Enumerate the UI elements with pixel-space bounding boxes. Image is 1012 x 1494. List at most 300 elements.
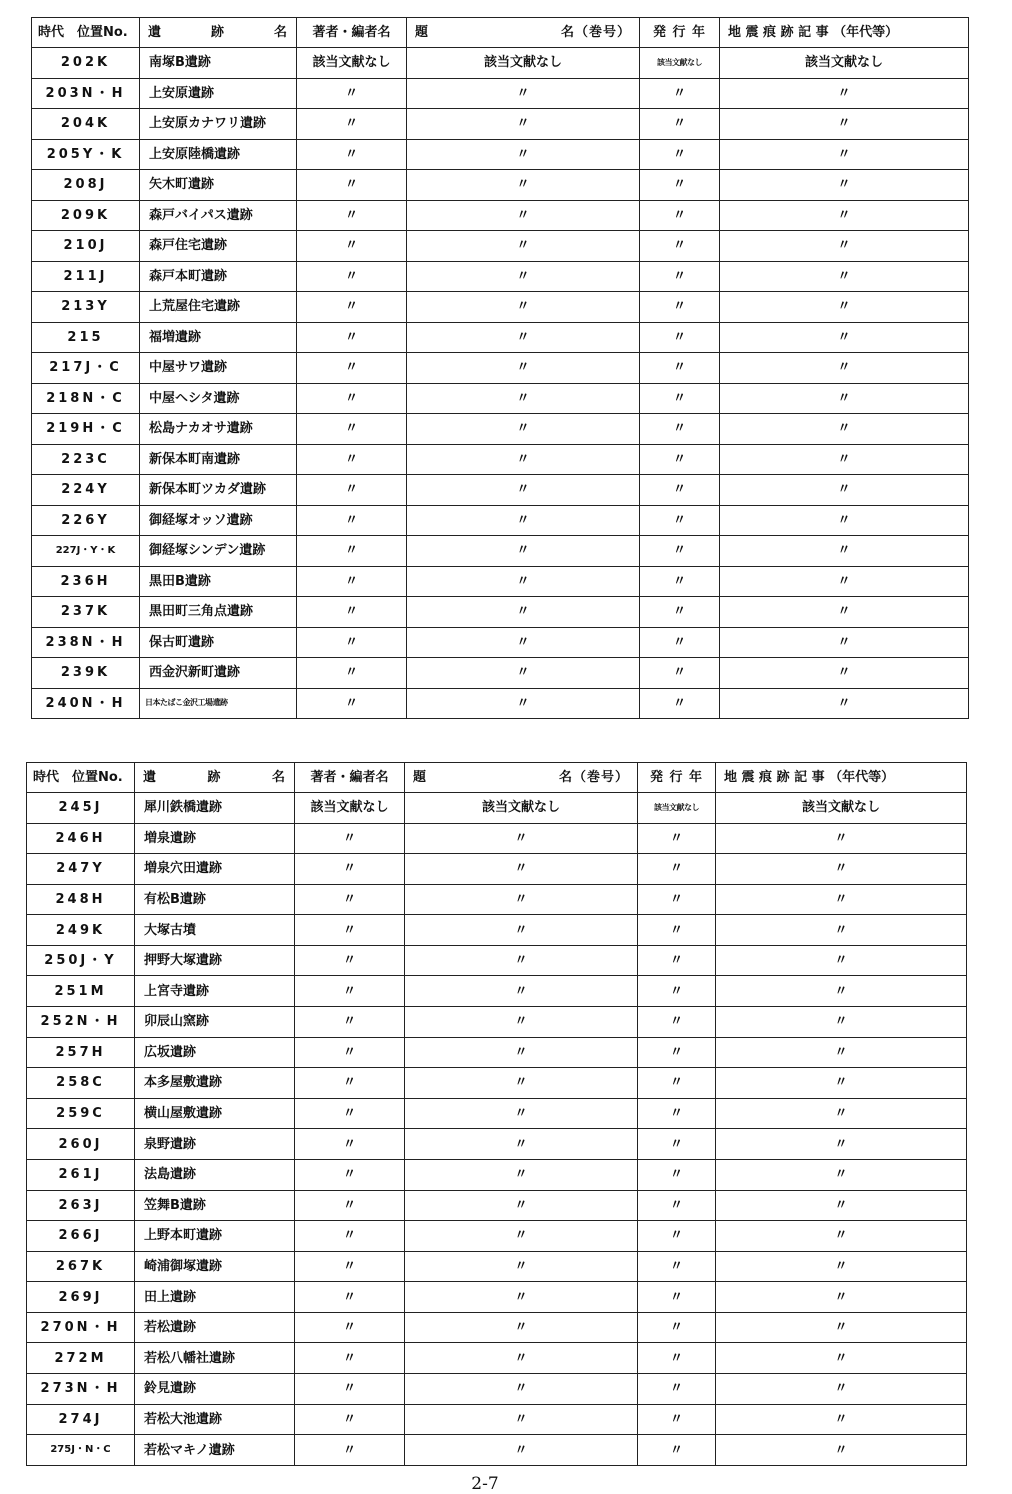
title-cell: 〃: [405, 1221, 638, 1252]
table-row: [32, 353, 969, 384]
title-cell: 〃: [405, 854, 638, 885]
author-cell: 〃: [295, 1221, 405, 1252]
title-cell: 〃: [405, 1343, 638, 1374]
publication-year-cell: 〃: [640, 231, 720, 262]
site-name-cell: 上宮寺遺跡: [135, 976, 295, 1007]
earthquake-record-cell: 〃: [720, 231, 969, 262]
title-cell: 〃: [405, 884, 638, 915]
author-cell: 〃: [297, 261, 407, 292]
title-cell: 〃: [407, 688, 640, 719]
site-name-cell: 森戸バイパス遺跡: [140, 200, 297, 231]
publication-year-cell: 〃: [640, 444, 720, 475]
earthquake-record-cell: 〃: [720, 292, 969, 323]
publication-year-cell: 〃: [638, 1251, 716, 1282]
table-row: [27, 976, 967, 1007]
publication-year-cell: 〃: [640, 627, 720, 658]
table-row: [32, 261, 969, 292]
site-name-cell: 上荒屋住宅遺跡: [140, 292, 297, 323]
publication-year-cell: 〃: [638, 854, 716, 885]
publication-year-cell: 〃: [638, 1404, 716, 1435]
table-row: [32, 231, 969, 262]
site-name-cell: 横山屋敷遺跡: [135, 1098, 295, 1129]
title-cell: 〃: [405, 1037, 638, 1068]
author-cell: 〃: [297, 688, 407, 719]
author-cell: 〃: [295, 1312, 405, 1343]
title-cell: 〃: [407, 383, 640, 414]
publication-year-cell: 該当文献なし: [640, 48, 720, 79]
earthquake-record-cell: 〃: [716, 1312, 967, 1343]
site-number-cell: 224Y: [32, 475, 140, 506]
author-cell: 〃: [297, 658, 407, 689]
publication-year-cell: 〃: [640, 292, 720, 323]
earthquake-record-cell: 〃: [716, 1343, 967, 1374]
site-number-cell: 258C: [27, 1068, 135, 1099]
site-number-cell: 270N・H: [27, 1312, 135, 1343]
publication-year-cell: 〃: [638, 945, 716, 976]
table-row: [27, 1190, 967, 1221]
header-title: 題 名（巻号）: [407, 18, 640, 48]
site-name-cell: 矢木町遺跡: [140, 170, 297, 201]
table-row: [27, 1037, 967, 1068]
site-number-cell: 239K: [32, 658, 140, 689]
author-cell: 〃: [297, 383, 407, 414]
author-cell: 〃: [295, 823, 405, 854]
table-row: [32, 444, 969, 475]
title-cell: 〃: [407, 231, 640, 262]
title-cell: 〃: [407, 78, 640, 109]
site-number-cell: 217J・C: [32, 353, 140, 384]
header-author: 著者・編者名: [297, 18, 407, 48]
table-row: [27, 1251, 967, 1282]
table-row: [27, 1129, 967, 1160]
title-cell: 〃: [407, 444, 640, 475]
site-number-cell: 202K: [32, 48, 140, 79]
author-cell: 〃: [295, 1282, 405, 1313]
author-cell: 〃: [295, 976, 405, 1007]
title-cell: 〃: [407, 627, 640, 658]
header-year: 発 行 年: [638, 763, 716, 793]
title-cell: 〃: [405, 1404, 638, 1435]
site-number-cell: 215: [32, 322, 140, 353]
author-cell: 〃: [297, 170, 407, 201]
publication-year-cell: 〃: [638, 1435, 716, 1466]
earthquake-record-cell: 〃: [720, 353, 969, 384]
earthquake-record-cell: 〃: [716, 1129, 967, 1160]
title-cell: 〃: [405, 1312, 638, 1343]
site-name-cell: 新保本町ツカダ遺跡: [140, 475, 297, 506]
table-row: [32, 292, 969, 323]
site-number-cell: 211J: [32, 261, 140, 292]
title-cell: 〃: [407, 597, 640, 628]
site-number-cell: 227J・Y・K: [32, 536, 140, 567]
publication-year-cell: 〃: [638, 1129, 716, 1160]
publication-year-cell: 〃: [640, 475, 720, 506]
title-cell: 〃: [405, 1098, 638, 1129]
earthquake-record-cell: 〃: [716, 945, 967, 976]
author-cell: 〃: [297, 566, 407, 597]
earthquake-record-cell: 〃: [716, 976, 967, 1007]
site-name-cell: 森戸本町遺跡: [140, 261, 297, 292]
author-cell: 〃: [295, 1251, 405, 1282]
earthquake-record-cell: 〃: [716, 1190, 967, 1221]
author-cell: 〃: [295, 945, 405, 976]
site-name-cell: 増泉穴田遺跡: [135, 854, 295, 885]
site-name-cell: 法島遺跡: [135, 1159, 295, 1190]
title-cell: 〃: [407, 475, 640, 506]
table-row: [27, 915, 967, 946]
author-cell: 〃: [295, 1343, 405, 1374]
author-cell: 〃: [295, 1068, 405, 1099]
table-row: [27, 884, 967, 915]
publication-year-cell: 〃: [638, 1037, 716, 1068]
table-row: [32, 48, 969, 79]
earthquake-record-cell: 〃: [716, 1404, 967, 1435]
site-name-cell: 若松大池遺跡: [135, 1404, 295, 1435]
site-name-cell: 鈴見遺跡: [135, 1373, 295, 1404]
header-period-position: 時代 位置No.: [27, 763, 135, 793]
table-row: [32, 78, 969, 109]
author-cell: 〃: [297, 444, 407, 475]
site-name-cell: 松島ナカオサ遺跡: [140, 414, 297, 445]
table-row: [32, 505, 969, 536]
table-row: [27, 1373, 967, 1404]
earthquake-record-cell: 〃: [716, 884, 967, 915]
publication-year-cell: 〃: [640, 353, 720, 384]
title-cell: 〃: [407, 536, 640, 567]
author-cell: 〃: [295, 1007, 405, 1038]
earthquake-record-cell: 〃: [716, 1221, 967, 1252]
earthquake-record-cell: 〃: [716, 1251, 967, 1282]
table-row: [32, 475, 969, 506]
site-name-cell: 保古町遺跡: [140, 627, 297, 658]
site-number-cell: 240N・H: [32, 688, 140, 719]
site-number-cell: 208J: [32, 170, 140, 201]
title-cell: 〃: [405, 1251, 638, 1282]
author-cell: 〃: [295, 1435, 405, 1466]
title-cell: 〃: [407, 292, 640, 323]
title-cell: 〃: [407, 109, 640, 140]
site-name-cell: 押野大塚遺跡: [135, 945, 295, 976]
earthquake-record-cell: 〃: [720, 383, 969, 414]
earthquake-record-cell: 該当文献なし: [720, 48, 969, 79]
site-name-cell: 上安原遺跡: [140, 78, 297, 109]
author-cell: 〃: [297, 109, 407, 140]
header-record: 地 震 痕 跡 記 事 （年代等）: [716, 763, 967, 793]
publication-year-cell: 〃: [638, 915, 716, 946]
earthquake-record-cell: 〃: [720, 444, 969, 475]
author-cell: 〃: [297, 139, 407, 170]
header-author: 著者・編者名: [295, 763, 405, 793]
site-number-cell: 237K: [32, 597, 140, 628]
table-row: [32, 109, 969, 140]
author-cell: 〃: [297, 597, 407, 628]
publication-year-cell: 〃: [640, 536, 720, 567]
site-name-cell: 田上遺跡: [135, 1282, 295, 1313]
title-cell: 〃: [405, 1129, 638, 1160]
site-number-cell: 204K: [32, 109, 140, 140]
title-cell: 〃: [407, 261, 640, 292]
author-cell: 〃: [297, 78, 407, 109]
earthquake-record-cell: 該当文献なし: [716, 793, 967, 824]
publication-year-cell: 〃: [638, 1312, 716, 1343]
site-name-cell: 御経塚シンデン遺跡: [140, 536, 297, 567]
earthquake-record-cell: 〃: [720, 78, 969, 109]
author-cell: 〃: [297, 536, 407, 567]
publication-year-cell: 〃: [640, 658, 720, 689]
earthquake-record-cell: 〃: [716, 1098, 967, 1129]
earthquake-record-cell: 〃: [716, 1068, 967, 1099]
site-number-cell: 218N・C: [32, 383, 140, 414]
author-cell: 〃: [295, 1404, 405, 1435]
earthquake-record-cell: 〃: [716, 1037, 967, 1068]
author-cell: 〃: [295, 915, 405, 946]
publication-year-cell: 〃: [640, 597, 720, 628]
table-body: [32, 48, 969, 719]
title-cell: 〃: [407, 505, 640, 536]
earthquake-record-cell: 〃: [716, 854, 967, 885]
title-cell: 〃: [405, 1435, 638, 1466]
publication-year-cell: 〃: [638, 1373, 716, 1404]
site-number-cell: 275J・N・C: [27, 1435, 135, 1466]
page-number: 2-7: [471, 1474, 499, 1494]
earthquake-record-cell: 〃: [720, 505, 969, 536]
table-row: [32, 200, 969, 231]
site-number-cell: 245J: [27, 793, 135, 824]
site-number-cell: 248H: [27, 884, 135, 915]
site-number-cell: 226Y: [32, 505, 140, 536]
author-cell: 〃: [295, 1159, 405, 1190]
author-cell: 該当文献なし: [295, 793, 405, 824]
author-cell: 〃: [295, 1129, 405, 1160]
publication-year-cell: 〃: [638, 1221, 716, 1252]
site-name-cell: 泉野遺跡: [135, 1129, 295, 1160]
earthquake-record-cell: 〃: [720, 139, 969, 170]
site-name-cell: 犀川鉄橋遺跡: [135, 793, 295, 824]
site-name-cell: 広坂遺跡: [135, 1037, 295, 1068]
site-number-cell: 259C: [27, 1098, 135, 1129]
publication-year-cell: 該当文献なし: [638, 793, 716, 824]
site-number-cell: 273N・H: [27, 1373, 135, 1404]
site-name-cell: 中屋サワ遺跡: [140, 353, 297, 384]
earthquake-record-cell: 〃: [716, 1435, 967, 1466]
publication-year-cell: 〃: [640, 505, 720, 536]
site-number-cell: 263J: [27, 1190, 135, 1221]
table-row: [27, 793, 967, 824]
site-number-cell: 203N・H: [32, 78, 140, 109]
table-row: [27, 1221, 967, 1252]
site-number-cell: 266J: [27, 1221, 135, 1252]
earthquake-record-cell: 〃: [720, 658, 969, 689]
publication-year-cell: 〃: [640, 200, 720, 231]
earthquake-record-cell: 〃: [720, 109, 969, 140]
publication-year-cell: 〃: [638, 823, 716, 854]
author-cell: 〃: [295, 1190, 405, 1221]
table-row: [32, 688, 969, 719]
table-row: [32, 322, 969, 353]
table-row: [32, 383, 969, 414]
title-cell: 〃: [405, 1159, 638, 1190]
author-cell: 〃: [297, 353, 407, 384]
table-row: [27, 1343, 967, 1374]
title-cell: 〃: [405, 1068, 638, 1099]
site-name-cell: 若松八幡社遺跡: [135, 1343, 295, 1374]
site-name-cell: 新保本町南遺跡: [140, 444, 297, 475]
earthquake-record-cell: 〃: [720, 322, 969, 353]
site-name-cell: 増泉遺跡: [135, 823, 295, 854]
author-cell: 〃: [297, 231, 407, 262]
earthquake-record-cell: 〃: [716, 1159, 967, 1190]
site-name-cell: 若松マキノ遺跡: [135, 1435, 295, 1466]
site-number-cell: 209K: [32, 200, 140, 231]
earthquake-record-cell: 〃: [720, 627, 969, 658]
publication-year-cell: 〃: [638, 976, 716, 1007]
author-cell: 〃: [297, 505, 407, 536]
site-name-cell: 若松遺跡: [135, 1312, 295, 1343]
author-cell: 〃: [297, 322, 407, 353]
site-number-cell: 210J: [32, 231, 140, 262]
earthquake-record-cell: 〃: [720, 475, 969, 506]
title-cell: 〃: [407, 353, 640, 384]
site-name-cell: 黒田町三角点遺跡: [140, 597, 297, 628]
table-row: [27, 1098, 967, 1129]
table-row: [32, 658, 969, 689]
table-row: [32, 170, 969, 201]
site-table-2: [26, 762, 967, 1466]
earthquake-record-cell: 〃: [720, 170, 969, 201]
site-number-cell: 261J: [27, 1159, 135, 1190]
publication-year-cell: 〃: [640, 383, 720, 414]
title-cell: 〃: [405, 945, 638, 976]
publication-year-cell: 〃: [638, 1098, 716, 1129]
publication-year-cell: 〃: [640, 170, 720, 201]
site-name-cell: 卯辰山窯跡: [135, 1007, 295, 1038]
author-cell: 〃: [297, 200, 407, 231]
publication-year-cell: 〃: [640, 322, 720, 353]
site-number-cell: 249K: [27, 915, 135, 946]
table-row: [27, 1404, 967, 1435]
publication-year-cell: 〃: [640, 688, 720, 719]
title-cell: 該当文献なし: [405, 793, 638, 824]
title-cell: 〃: [407, 322, 640, 353]
publication-year-cell: 〃: [640, 261, 720, 292]
earthquake-record-cell: 〃: [716, 1282, 967, 1313]
table-row: [27, 945, 967, 976]
title-cell: 〃: [405, 1373, 638, 1404]
author-cell: 〃: [297, 414, 407, 445]
site-number-cell: 236H: [32, 566, 140, 597]
author-cell: 〃: [297, 475, 407, 506]
site-number-cell: 257H: [27, 1037, 135, 1068]
earthquake-record-cell: 〃: [716, 1007, 967, 1038]
earthquake-record-cell: 〃: [720, 261, 969, 292]
header-site-name: 遺 跡 名: [140, 18, 297, 48]
site-number-cell: 246H: [27, 823, 135, 854]
earthquake-record-cell: 〃: [716, 915, 967, 946]
publication-year-cell: 〃: [638, 1159, 716, 1190]
header-title: 題 名（巻号）: [405, 763, 638, 793]
site-name-cell: 福増遺跡: [140, 322, 297, 353]
site-number-cell: 267K: [27, 1251, 135, 1282]
header-site-name: 遺 跡 名: [135, 763, 295, 793]
site-number-cell: 251M: [27, 976, 135, 1007]
publication-year-cell: 〃: [640, 139, 720, 170]
site-name-cell: 笠舞B遺跡: [135, 1190, 295, 1221]
table-row: [32, 597, 969, 628]
site-name-cell: 上安原陸橋遺跡: [140, 139, 297, 170]
site-name-cell: 崎浦御塚遺跡: [135, 1251, 295, 1282]
site-number-cell: 205Y・K: [32, 139, 140, 170]
publication-year-cell: 〃: [640, 78, 720, 109]
site-name-cell: 日本たばこ金沢工場遺跡: [140, 688, 297, 719]
site-name-cell: 中屋ヘシタ遺跡: [140, 383, 297, 414]
earthquake-record-cell: 〃: [720, 566, 969, 597]
author-cell: 〃: [295, 884, 405, 915]
site-number-cell: 272M: [27, 1343, 135, 1374]
header-year: 発 行 年: [640, 18, 720, 48]
earthquake-record-cell: 〃: [720, 688, 969, 719]
title-cell: 〃: [407, 566, 640, 597]
table-row: [27, 1312, 967, 1343]
table-row: [32, 566, 969, 597]
site-number-cell: 238N・H: [32, 627, 140, 658]
title-cell: 該当文献なし: [407, 48, 640, 79]
publication-year-cell: 〃: [638, 884, 716, 915]
title-cell: 〃: [405, 915, 638, 946]
site-number-cell: 250J・Y: [27, 945, 135, 976]
author-cell: 〃: [295, 1037, 405, 1068]
site-number-cell: 247Y: [27, 854, 135, 885]
title-cell: 〃: [405, 1190, 638, 1221]
site-name-cell: 大塚古墳: [135, 915, 295, 946]
site-number-cell: 223C: [32, 444, 140, 475]
site-number-cell: 260J: [27, 1129, 135, 1160]
site-name-cell: 有松B遺跡: [135, 884, 295, 915]
title-cell: 〃: [407, 658, 640, 689]
publication-year-cell: 〃: [640, 109, 720, 140]
earthquake-record-cell: 〃: [720, 536, 969, 567]
publication-year-cell: 〃: [638, 1190, 716, 1221]
title-cell: 〃: [407, 414, 640, 445]
table-row: [32, 627, 969, 658]
site-number-cell: 269J: [27, 1282, 135, 1313]
header-record: 地 震 痕 跡 記 事 （年代等）: [720, 18, 969, 48]
author-cell: 〃: [295, 854, 405, 885]
table-row: [27, 1007, 967, 1038]
site-name-cell: 本多屋敷遺跡: [135, 1068, 295, 1099]
title-cell: 〃: [405, 1007, 638, 1038]
site-number-cell: 252N・H: [27, 1007, 135, 1038]
title-cell: 〃: [405, 1282, 638, 1313]
site-name-cell: 南塚B遺跡: [140, 48, 297, 79]
header-period-position: 時代 位置No.: [32, 18, 140, 48]
author-cell: 〃: [295, 1098, 405, 1129]
site-name-cell: 西金沢新町遺跡: [140, 658, 297, 689]
publication-year-cell: 〃: [638, 1282, 716, 1313]
earthquake-record-cell: 〃: [716, 1373, 967, 1404]
publication-year-cell: 〃: [640, 414, 720, 445]
table-row: [27, 1282, 967, 1313]
title-cell: 〃: [405, 976, 638, 1007]
site-name-cell: 上野本町遺跡: [135, 1221, 295, 1252]
title-cell: 〃: [405, 823, 638, 854]
title-cell: 〃: [407, 170, 640, 201]
site-number-cell: 213Y: [32, 292, 140, 323]
site-name-cell: 森戸住宅遺跡: [140, 231, 297, 262]
earthquake-record-cell: 〃: [720, 414, 969, 445]
site-name-cell: 御経塚オッソ遺跡: [140, 505, 297, 536]
title-cell: 〃: [407, 200, 640, 231]
table-row: [32, 139, 969, 170]
